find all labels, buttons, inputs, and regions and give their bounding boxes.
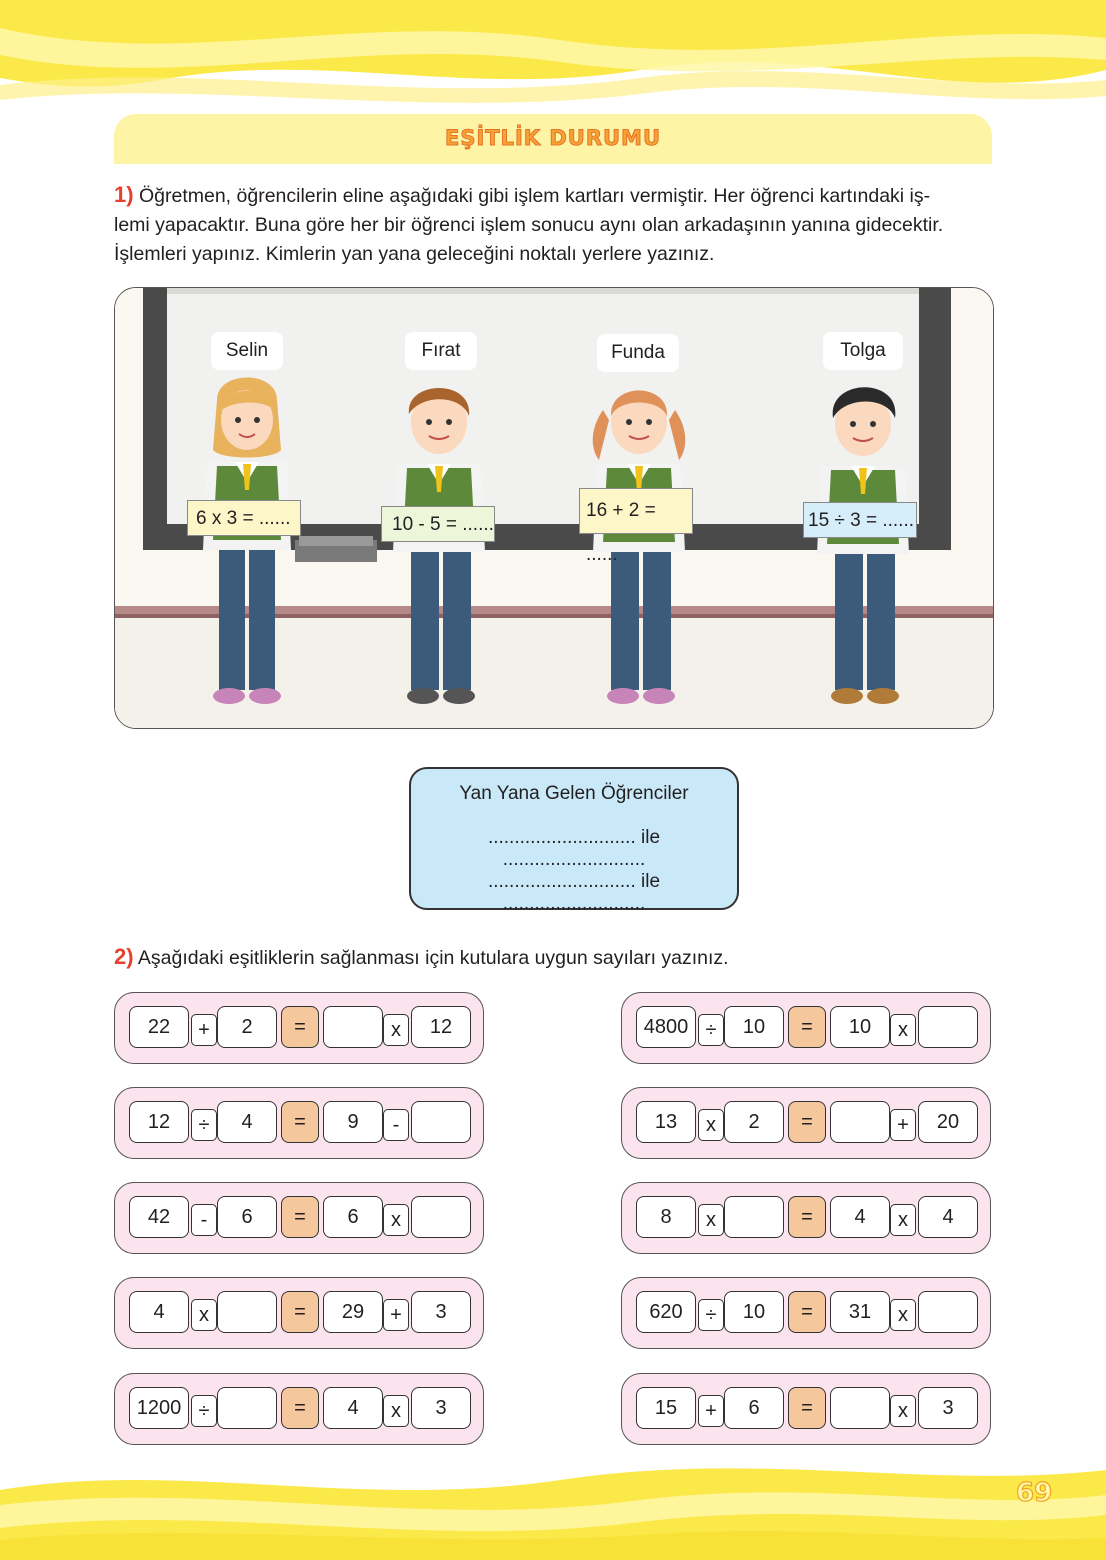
number-box: 3 (411, 1291, 471, 1333)
card-firat: 10 - 5 = ...... (381, 506, 495, 542)
top-wave-decoration (0, 0, 1106, 110)
operator-box: - (191, 1204, 217, 1236)
number-box: 13 (636, 1101, 696, 1143)
name-tag-funda: Funda (597, 334, 679, 372)
number-box: 20 (918, 1101, 978, 1143)
answer-box (409, 767, 739, 914)
card-tolga: 15 ÷ 3 = ...... (803, 502, 917, 538)
equals-box: = (281, 1006, 319, 1048)
operator-box: x (383, 1395, 409, 1427)
question-1 (114, 180, 998, 269)
name-tag-firat: Fırat (405, 332, 477, 370)
equals-box: = (788, 1006, 826, 1048)
equation-row (114, 1373, 484, 1445)
answer-box-title: Yan Yana Gelen Öğrenciler (459, 783, 689, 804)
equation-row (621, 1182, 991, 1254)
number-box: 6 (217, 1196, 277, 1238)
number-box: 4 (129, 1291, 189, 1333)
number-box: 2 (724, 1101, 784, 1143)
answer-input-box[interactable] (411, 1101, 471, 1143)
operator-box: ÷ (191, 1395, 217, 1427)
operator-box: ÷ (698, 1299, 724, 1331)
equation-row (621, 1277, 991, 1349)
operator-box: x (890, 1299, 916, 1331)
operator-box: x (383, 1204, 409, 1236)
number-box: 6 (323, 1196, 383, 1238)
answer-input-box[interactable] (918, 1291, 978, 1333)
number-box: 2 (217, 1006, 277, 1048)
answer-input-box[interactable] (830, 1387, 890, 1429)
student-figure-selin (177, 370, 327, 710)
number-box: 6 (724, 1387, 784, 1429)
number-box: 31 (830, 1291, 890, 1333)
number-box: 10 (724, 1291, 784, 1333)
operator-box: x (890, 1395, 916, 1427)
operator-box: x (191, 1299, 217, 1331)
number-box: 9 (323, 1101, 383, 1143)
equals-box: = (788, 1291, 826, 1333)
answer-input-box[interactable] (411, 1196, 471, 1238)
number-box: 8 (636, 1196, 696, 1238)
number-box: 4 (830, 1196, 890, 1238)
operator-box: - (383, 1109, 409, 1141)
equals-box: = (788, 1101, 826, 1143)
answer-input-box[interactable] (323, 1006, 383, 1048)
card-selin: 6 x 3 = ...... (187, 500, 301, 536)
number-box: 10 (830, 1006, 890, 1048)
equals-box: = (788, 1196, 826, 1238)
number-box: 3 (918, 1387, 978, 1429)
card-funda: 16 + 2 = ...... (579, 488, 693, 534)
question-2 (114, 942, 998, 973)
equation-row (114, 1277, 484, 1349)
number-box: 29 (323, 1291, 383, 1333)
operator-box: + (191, 1014, 217, 1046)
name-tag-tolga: Tolga (823, 332, 903, 370)
equation-row (621, 1087, 991, 1159)
equals-box: = (281, 1196, 319, 1238)
operator-box: x (698, 1109, 724, 1141)
operator-box: + (383, 1299, 409, 1331)
question-1-line-3: İşlemleri yapınız. Kimlerin yan yana geleceğini noktalı yerlere yazınız. (114, 243, 715, 265)
equation-row (114, 1087, 484, 1159)
equation-row (114, 992, 484, 1064)
answer-line-2[interactable]: ............................ ile ........................... (487, 871, 661, 914)
question-2-text: Aşağıdaki eşitliklerin sağlanması için kutulara uygun sayıları yazınız. (137, 947, 729, 969)
answer-input-box[interactable] (217, 1387, 277, 1429)
equals-box: = (788, 1387, 826, 1429)
operator-box: ÷ (698, 1014, 724, 1046)
operator-box: x (383, 1014, 409, 1046)
number-box: 10 (724, 1006, 784, 1048)
name-tag-selin: Selin (211, 332, 283, 370)
number-box: 12 (411, 1006, 471, 1048)
number-box: 22 (129, 1006, 189, 1048)
number-box: 42 (129, 1196, 189, 1238)
equation-row (621, 992, 991, 1064)
equals-box: = (281, 1291, 319, 1333)
student-figure-tolga (791, 370, 941, 710)
number-box: 4 (217, 1101, 277, 1143)
question-1-line-2: lemi yapacaktır. Buna göre her bir öğrenci işlem sonucu aynı olan arkadaşının yanına gidecektir. (114, 214, 944, 236)
operator-box: x (890, 1204, 916, 1236)
equation-row (621, 1373, 991, 1445)
equals-box: = (281, 1101, 319, 1143)
operator-box: x (698, 1204, 724, 1236)
question-1-line-1: 1) Öğretmen, öğrencilerin eline aşağıdaki gibi işlem kartları vermiştir. Her öğrenci kartındaki iş- (114, 182, 931, 207)
number-box: 4800 (636, 1006, 696, 1048)
page-title: EŞİTLİK DURUMU (444, 126, 662, 150)
classroom-illustration (114, 287, 994, 729)
equals-box: = (281, 1387, 319, 1429)
number-box: 4 (918, 1196, 978, 1238)
answer-input-box[interactable] (830, 1101, 890, 1143)
answer-input-box[interactable] (217, 1291, 277, 1333)
operator-box: + (890, 1109, 916, 1141)
operator-box: + (698, 1395, 724, 1427)
number-box: 1200 (129, 1387, 189, 1429)
answer-input-box[interactable] (724, 1196, 784, 1238)
equation-row (114, 1182, 484, 1254)
number-box: 620 (636, 1291, 696, 1333)
answer-line-1[interactable]: ............................ ile ........................... (487, 827, 661, 870)
operator-box: ÷ (191, 1109, 217, 1141)
page-number: 69 (1016, 1478, 1053, 1508)
question-1-number: 1) (114, 182, 134, 207)
question-2-number: 2) (114, 944, 134, 969)
number-box: 4 (323, 1387, 383, 1429)
title-band (114, 114, 992, 164)
operator-box: x (890, 1014, 916, 1046)
number-box: 15 (636, 1387, 696, 1429)
bottom-wave-decoration (0, 1450, 1106, 1560)
number-box: 12 (129, 1101, 189, 1143)
answer-input-box[interactable] (918, 1006, 978, 1048)
number-box: 3 (411, 1387, 471, 1429)
